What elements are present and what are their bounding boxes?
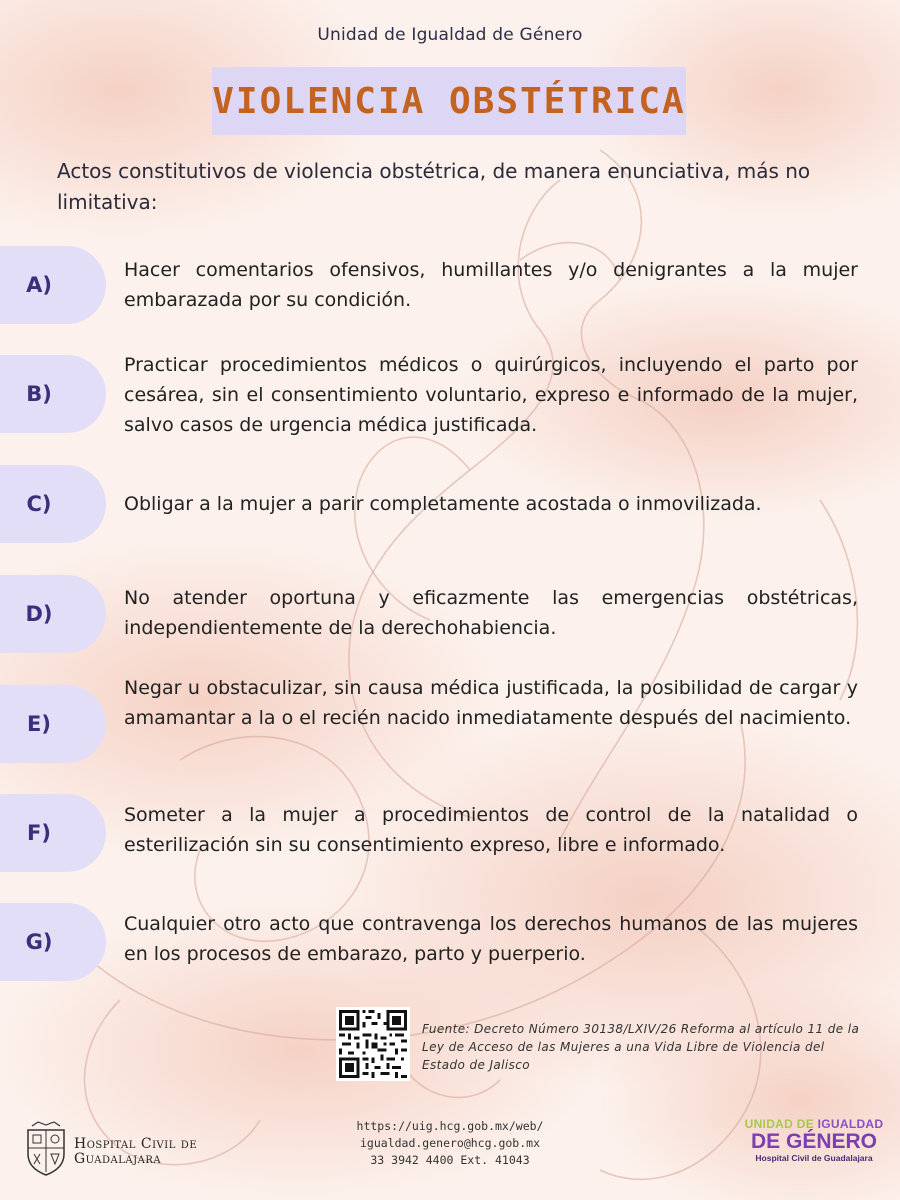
item-letter-badge [0,575,106,653]
item-letter: B) [26,382,52,406]
qr-code[interactable] [336,1007,410,1081]
item-letter: D) [25,602,53,626]
item-letter-badge [0,794,106,872]
item-letter: F) [27,821,51,845]
gender-unit-logo-line3: Hospital Civil de Guadalajara [755,1153,873,1163]
item-letter-badge [0,246,106,324]
item-letter: A) [26,273,52,297]
contact-info [320,1118,580,1169]
intro-text: Actos constitutivos de violencia obstétrica, de manera enunciativa, más no limitativa: [57,159,811,214]
item-letter-badge [0,355,106,433]
gender-unit-logo-line2: DE GÉNERO [750,1130,878,1153]
title-banner [212,67,686,135]
logo-word-igualdad: IGUALDAD [817,1117,884,1131]
item-text: Someter a la mujer a procedimientos de control de la natalidad o esterilización sin su consentimiento expreso, libre e informado. [124,804,858,856]
hospital-name-line2: Guadalajara [74,1151,162,1167]
hospital-name [74,1137,197,1167]
item-text: Hacer comentarios ofensivos, humillantes y/o denigrantes a la mujer embarazada por su condición. [124,259,858,311]
item-letter: G) [25,930,53,954]
item-text: No atender oportuna y eficazmente las emergencias obstétricas, independientemente de la derechohabiencia. [124,587,858,639]
item-letter: C) [26,492,52,516]
hospital-name-line1: Hospital Civil de [74,1136,198,1152]
website-link[interactable]: https://uig.hcg.gob.mx/web/ [356,1119,544,1133]
unit-header: Unidad de Igualdad de Género [317,25,583,45]
item-text: Negar u obstaculizar, sin causa médica justificada, la posibilidad de cargar y amamantar a la o el recién nacido inmediatamente después del nacimiento. [124,677,858,729]
item-text: Practicar procedimientos médicos o quirúrgicos, incluyendo el parto por cesárea, sin el consentimiento voluntario, expreso e informado de la mujer, salvo casos de urgencia médica justificada. [124,354,858,436]
page-title: VIOLENCIA OBSTÉTRICA [212,80,686,122]
item-text: Obligar a la mujer a parir completamente acostada o inmovilizada. [124,493,762,515]
item-letter-badge [0,465,106,543]
logo-word-unidad: UNIDAD DE [744,1117,814,1131]
email-link[interactable]: igualdad.genero@hcg.gob.mx [359,1136,540,1150]
item-letter-badge [0,903,106,981]
item-letter: E) [27,712,51,736]
source-citation: Fuente: Decreto Número 30138/LXIV/26 Reforma al artículo 11 de la Ley de Acceso de las Mujeres a una Vida Libre de Violencia del Estado de Jalisco [422,1022,860,1072]
item-text: Cualquier otro acto que contravenga los derechos humanos de las mujeres en los procesos de embarazo, parto y puerperio. [124,913,858,965]
gender-unit-logo [744,1118,884,1178]
item-letter-badge [0,685,106,763]
hospital-crest-icon [24,1120,68,1176]
phone-number: 33 3942 4400 Ext. 41043 [370,1153,530,1167]
hospital-logo [24,1120,204,1180]
